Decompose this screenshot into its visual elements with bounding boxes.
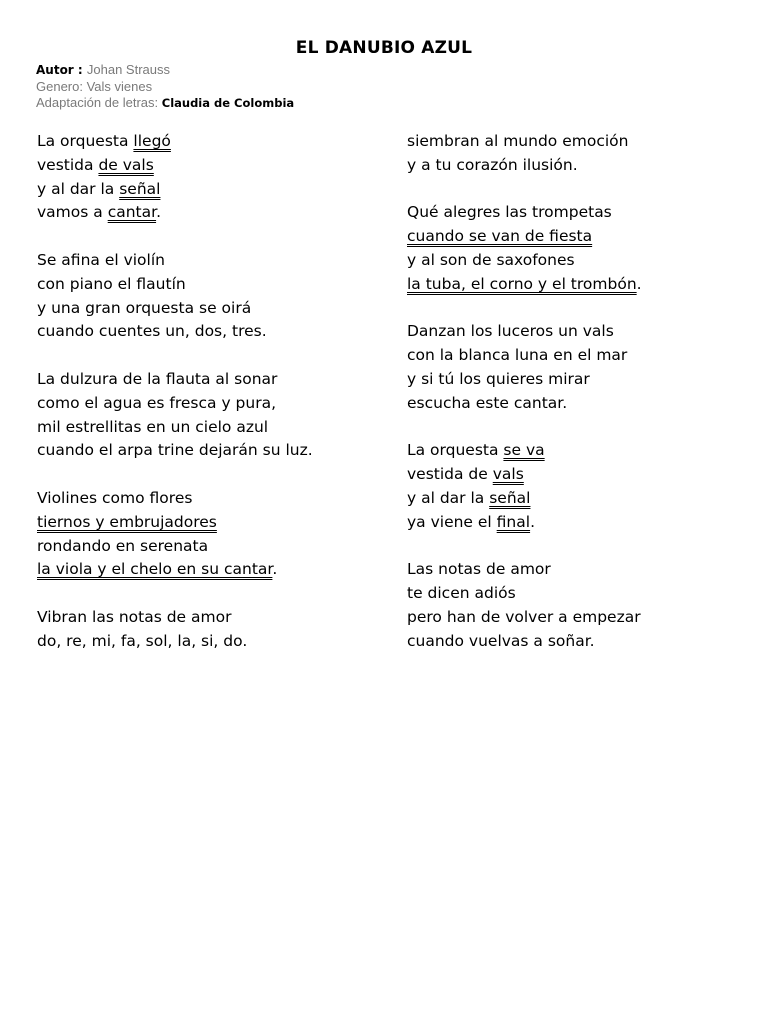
stanza-gap (407, 178, 767, 202)
lyric-text: como el agua es fresca y pura, (37, 393, 277, 412)
underlined-phrase: cantar (107, 203, 157, 222)
lyric-text: . (530, 512, 536, 531)
lyric-line (37, 130, 397, 154)
stanza-gap (37, 463, 397, 487)
lyric-line (37, 249, 397, 273)
underlined-phrase: señal (489, 488, 531, 507)
lyric-line (37, 297, 397, 321)
genre-text: Genero: Vals vienes (36, 78, 153, 94)
lyric-line (37, 178, 397, 202)
lyric-line (37, 416, 397, 440)
lyric-line (407, 606, 767, 630)
lyric-line (37, 487, 397, 511)
lyric-line (407, 201, 767, 225)
lyric-text: cuando vuelvas a soñar. (407, 631, 595, 650)
lyric-text: do, re, mi, fa, sol, la, si, do. (37, 631, 248, 650)
lyric-line (37, 368, 397, 392)
lyric-line (407, 511, 767, 535)
underlined-phrase: de vals (98, 155, 154, 174)
lyric-text: y al dar la (407, 488, 490, 507)
author-value: Johan Strauss (86, 62, 170, 77)
lyric-line (37, 154, 397, 178)
genre-row (36, 79, 294, 96)
lyric-text: te dicen adiós (407, 584, 516, 603)
lyric-line (37, 606, 397, 630)
lyric-text: y al dar la (37, 179, 120, 198)
lyrics-left-column (37, 130, 397, 654)
lyric-line (407, 320, 767, 344)
song-metadata (36, 62, 294, 112)
stanza-gap (37, 582, 397, 606)
lyric-text: Las notas de amor (407, 560, 551, 579)
stanza-gap (37, 225, 397, 249)
lyric-line (407, 582, 767, 606)
lyric-text: y una gran orquesta se oirá (37, 298, 252, 317)
adaptation-value: Claudia de Colombia (161, 96, 295, 110)
lyric-text: ya viene el (407, 512, 497, 531)
lyric-text: rondando en serenata (37, 536, 209, 555)
stanza-gap (407, 535, 767, 559)
lyric-line (407, 463, 767, 487)
lyric-text: La dulzura de la flauta al sonar (37, 369, 278, 388)
lyric-text: vamos a (37, 203, 108, 222)
lyrics-right-column (407, 130, 767, 654)
lyric-text: con piano el flautín (37, 274, 186, 293)
lyric-text: Qué alegres las trompetas (407, 203, 612, 222)
lyric-text: y si tú los quieres mirar (407, 369, 590, 388)
document-title: EL DANUBIO AZUL (295, 38, 473, 58)
lyric-line (37, 392, 397, 416)
lyric-line (407, 392, 767, 416)
lyric-line (407, 368, 767, 392)
lyric-line (37, 201, 397, 225)
lyric-text: Danzan los luceros un vals (407, 322, 614, 341)
underlined-phrase: se va (503, 441, 545, 460)
lyric-text: . (272, 560, 278, 579)
lyric-text: La orquesta (407, 441, 504, 460)
lyric-line (37, 273, 397, 297)
lyric-line (407, 273, 767, 297)
stanza-gap (407, 416, 767, 440)
underlined-phrase: llegó (133, 132, 171, 150)
lyric-line (407, 630, 767, 654)
lyric-text: vestida (37, 155, 99, 174)
lyric-text: mil estrellitas en un cielo azul (37, 417, 269, 436)
adaptation-label: Adaptación de letras: (36, 95, 162, 110)
lyric-line (407, 249, 767, 273)
lyric-line (407, 344, 767, 368)
lyric-line (37, 558, 397, 582)
lyric-text: y a tu corazón ilusión. (407, 155, 578, 174)
lyric-text: . (156, 203, 161, 222)
underlined-phrase: tiernos y embrujadores (37, 512, 217, 531)
lyric-text: . (636, 274, 642, 293)
lyric-line (37, 630, 397, 654)
adaptation-row (36, 95, 294, 112)
lyric-text: Vibran las notas de amor (37, 607, 232, 626)
lyric-line (407, 439, 767, 463)
author-row (36, 62, 294, 79)
lyric-text: Se afina el violín (37, 250, 165, 269)
lyric-text: cuando el arpa trine dejarán su luz. (37, 441, 313, 460)
lyric-line (407, 558, 767, 582)
lyric-text: La orquesta (37, 132, 134, 150)
underlined-phrase: la tuba, el corno y el trombón (407, 274, 637, 293)
lyric-line (407, 154, 767, 178)
lyric-text: siembran al mundo emoción (407, 132, 629, 150)
lyric-line (407, 130, 767, 154)
lyric-text: escucha este cantar. (407, 393, 568, 412)
stanza-gap (37, 344, 397, 368)
underlined-phrase: señal (119, 179, 161, 198)
author-label: Autor : (36, 63, 87, 77)
lyric-text: con la blanca luna en el mar (407, 346, 628, 365)
lyric-line (37, 439, 397, 463)
lyric-text: Violines como flores (37, 488, 193, 507)
lyric-line (407, 487, 767, 511)
lyric-line (37, 320, 397, 344)
lyric-text: cuando cuentes un, dos, tres. (37, 322, 267, 341)
lyric-line (407, 225, 767, 249)
lyric-text: vestida de (407, 465, 493, 484)
lyric-line (37, 535, 397, 559)
underlined-phrase: final (496, 512, 531, 531)
lyric-line (37, 511, 397, 535)
stanza-gap (407, 297, 767, 321)
underlined-phrase: la viola y el chelo en su cantar (37, 560, 273, 579)
underlined-phrase: vals (492, 465, 524, 484)
lyric-text: pero han de volver a empezar (407, 607, 641, 626)
lyric-text: y al son de saxofones (407, 250, 575, 269)
underlined-phrase: cuando se van de fiesta (407, 227, 593, 246)
